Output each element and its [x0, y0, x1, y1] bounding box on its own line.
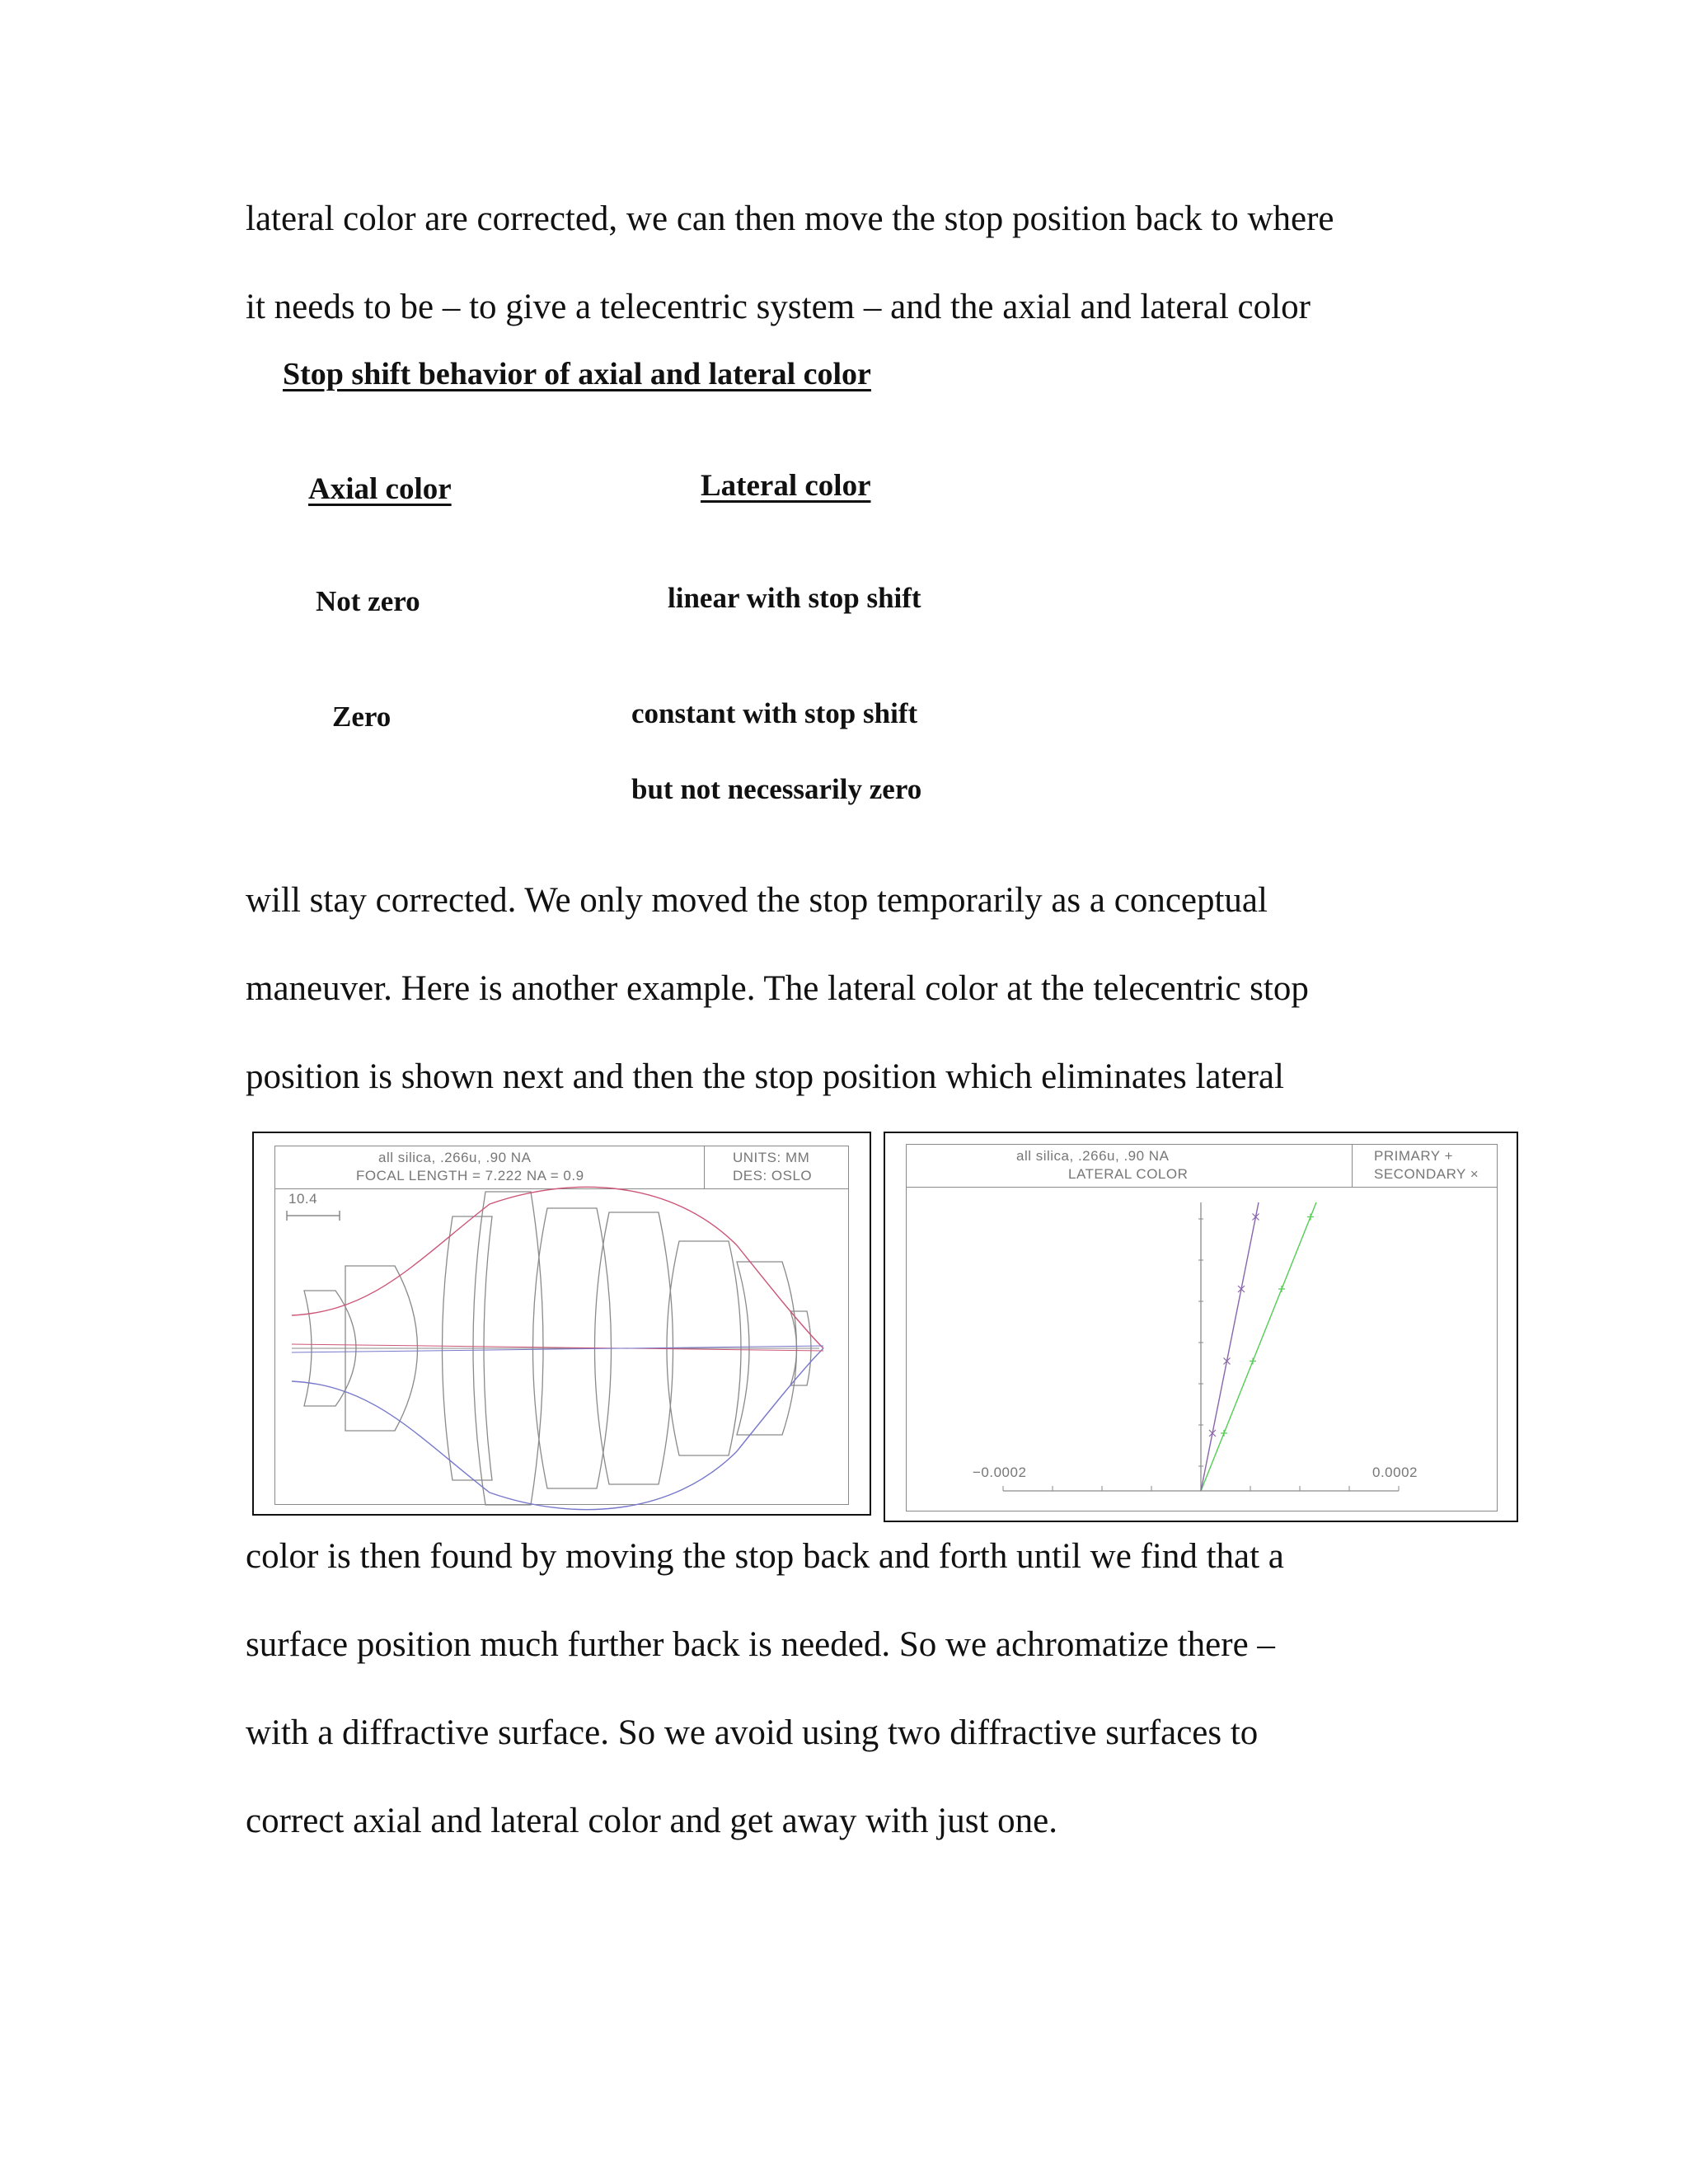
paragraph-intro: [246, 175, 1531, 351]
lateral-color-plot: [907, 1145, 1498, 1512]
row2-lateral: constant with stop shift: [631, 697, 918, 729]
color-header-line1: all silica, .266u, .90 NA: [1016, 1148, 1170, 1164]
text-line: surface position much further back is needed. So we achromatize there –: [246, 1625, 1275, 1664]
x-axis-min-label: −0.0002: [973, 1465, 1027, 1480]
paragraph-middle: [246, 856, 1531, 1121]
column-header-axial: Axial color: [308, 472, 452, 506]
marginal-ray: [292, 1348, 823, 1510]
row1-axial: Not zero: [316, 585, 420, 617]
des-label: DES: OSLO: [733, 1168, 813, 1183]
table-title: Stop shift behavior of axial and lateral color: [283, 357, 871, 391]
text-line: correct axial and lateral color and get away with just one.: [246, 1802, 1058, 1840]
color-header-line2: LATERAL COLOR: [1068, 1166, 1189, 1182]
lateral-color-figure: [884, 1132, 1518, 1522]
marginal-ray: [292, 1187, 823, 1348]
primary-series-line: [1201, 1202, 1316, 1491]
scale-bar: [287, 1211, 340, 1221]
row2-lateral-note: but not necessarily zero: [631, 773, 922, 805]
primary-marker: [1250, 1358, 1256, 1365]
text-line: with a diffractive surface. So we avoid using two diffractive surfaces to: [246, 1713, 1259, 1752]
row2-axial: Zero: [332, 701, 392, 733]
row1-lateral: linear with stop shift: [668, 582, 921, 614]
lens-drawing: [275, 1146, 850, 1506]
secondary-series-line: [1201, 1202, 1259, 1491]
text-line: position is shown next and then the stop position which eliminates lateral: [246, 1057, 1284, 1096]
chief-ray: [292, 1344, 823, 1351]
lens-header-line2: FOCAL LENGTH = 7.222 NA = 0.9: [356, 1168, 584, 1183]
lens-plot-frame: [274, 1146, 849, 1505]
text-line: will stay corrected. We only moved the stop temporarily as a conceptual: [246, 881, 1268, 920]
primary-marker: [1221, 1430, 1227, 1436]
legend-primary: PRIMARY +: [1374, 1148, 1453, 1164]
units-label: UNITS: MM: [733, 1150, 810, 1165]
primary-marker: [1278, 1286, 1285, 1292]
column-header-lateral: Lateral color: [701, 469, 871, 503]
text-line: lateral color are corrected, we can then move the stop position back to where: [246, 199, 1334, 238]
lens-layout-figure: [252, 1132, 871, 1516]
paragraph-conclusion: [246, 1512, 1531, 1865]
text-line: color is then found by moving the stop back and forth until we find that a: [246, 1537, 1284, 1576]
text-line: it needs to be – to give a telecentric system – and the axial and lateral color: [246, 288, 1311, 326]
chief-ray: [292, 1346, 823, 1352]
scale-bar-label: 10.4: [288, 1191, 318, 1207]
primary-marker: [1307, 1214, 1314, 1221]
x-axis-max-label: 0.0002: [1372, 1465, 1418, 1480]
text-line: maneuver. Here is another example. The lateral color at the telecentric stop: [246, 969, 1309, 1008]
lateral-color-plot-frame: [906, 1144, 1498, 1511]
lens-header-line1: all silica, .266u, .90 NA: [378, 1150, 532, 1165]
legend-secondary: SECONDARY ×: [1374, 1166, 1479, 1182]
